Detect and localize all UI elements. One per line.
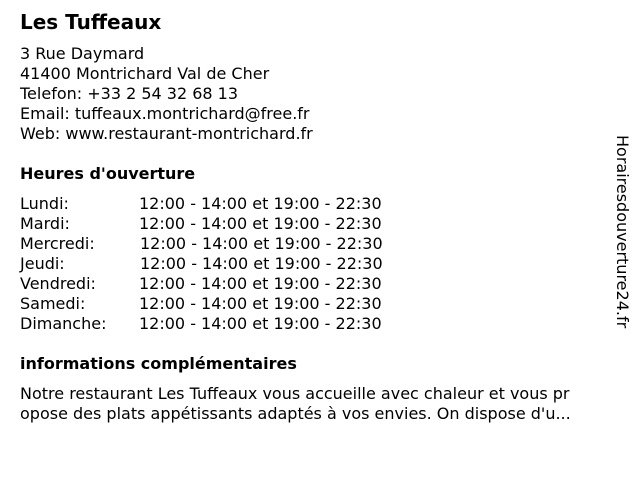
email-address: Email: tuffeaux.montrichard@free.fr bbox=[20, 104, 310, 123]
hours-row-mercredi bbox=[20, 234, 440, 254]
hours-row-lundi bbox=[20, 194, 440, 214]
opening-hours-table bbox=[20, 194, 440, 334]
address-city: 41400 Montrichard Val de Cher bbox=[20, 64, 270, 83]
hours-row-jeudi bbox=[20, 254, 440, 274]
opening-hours-heading: Heures d'ouverture bbox=[20, 164, 196, 183]
time-range: 12:00 - 14:00 et 19:00 - 22:30 bbox=[139, 194, 382, 213]
hours-row-vendredi bbox=[20, 274, 440, 294]
website: Web: www.restaurant-montrichard.fr bbox=[20, 124, 313, 143]
description-line: opose des plats appétissants adaptés à vos envies. On dispose d'u... bbox=[20, 404, 571, 423]
address-street: 3 Rue Daymard bbox=[20, 44, 145, 63]
day-label: Samedi: bbox=[20, 294, 86, 313]
time-range: 12:00 - 14:00 et 19:00 - 22:30 bbox=[140, 234, 383, 253]
site-watermark bbox=[612, 135, 632, 345]
hours-row-mardi bbox=[20, 214, 440, 234]
time-range: 12:00 - 14:00 et 19:00 - 22:30 bbox=[140, 254, 383, 273]
time-range: 12:00 - 14:00 et 19:00 - 22:30 bbox=[139, 274, 382, 293]
day-label: Jeudi: bbox=[20, 254, 65, 273]
time-range: 12:00 - 14:00 et 19:00 - 22:30 bbox=[139, 294, 382, 313]
day-label: Lundi: bbox=[20, 194, 69, 213]
day-label: Mardi: bbox=[20, 214, 70, 233]
phone-number: Telefon: +33 2 54 32 68 13 bbox=[20, 84, 239, 103]
contact-block bbox=[20, 44, 313, 144]
day-label: Vendredi: bbox=[20, 274, 96, 293]
time-range: 12:00 - 14:00 et 19:00 - 22:30 bbox=[139, 314, 382, 333]
hours-row-samedi bbox=[20, 294, 440, 314]
hours-row-dimanche bbox=[20, 314, 440, 334]
business-name: Les Tuffeaux bbox=[20, 10, 162, 34]
watermark-text: Horairesdouverture24.fr bbox=[613, 135, 632, 329]
day-label: Dimanche: bbox=[20, 314, 107, 333]
time-range: 12:00 - 14:00 et 19:00 - 22:30 bbox=[139, 214, 382, 233]
description-line: Notre restaurant Les Tuffeaux vous accueille avec chaleur et vous pr bbox=[20, 384, 570, 403]
description-text bbox=[20, 384, 620, 424]
day-label: Mercredi: bbox=[20, 234, 95, 253]
additional-info-heading: informations complémentaires bbox=[20, 354, 297, 373]
